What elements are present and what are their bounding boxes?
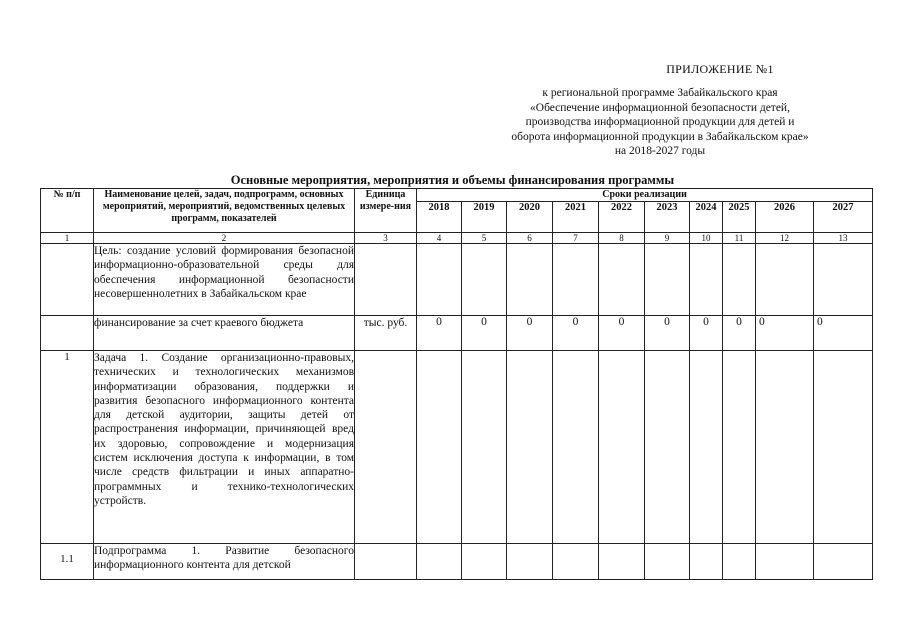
row-value [814, 244, 873, 316]
row-unit [355, 244, 417, 316]
row-value: 0 [507, 316, 553, 351]
header-year: 2022 [599, 202, 645, 233]
row-value [690, 544, 723, 580]
column-number: 1 [41, 233, 94, 244]
row-unit [355, 351, 417, 544]
appendix-number: ПРИЛОЖЕНИЕ №1 [666, 62, 774, 76]
row-value: 0 [814, 316, 873, 351]
row-value [553, 351, 599, 544]
row-num [41, 244, 94, 316]
row-name: финансирование за счет краевого бюджета [94, 316, 355, 351]
row-value [507, 244, 553, 316]
header-year: 2025 [723, 202, 756, 233]
row-value [553, 544, 599, 580]
column-number: 11 [723, 233, 756, 244]
row-value [814, 351, 873, 544]
row-value [507, 351, 553, 544]
header-name: Наименование целей, задач, подпрограмм, основных мероприятий, мероприятий, ведомственных целевых программ, показателей [94, 189, 355, 233]
row-value: 0 [690, 316, 723, 351]
row-value [723, 244, 756, 316]
header-year: 2020 [507, 202, 553, 233]
row-value [599, 351, 645, 544]
row-value [462, 351, 507, 544]
header-period: Сроки реализации [417, 189, 873, 202]
row-value [645, 544, 690, 580]
row-value [599, 244, 645, 316]
row-value [462, 544, 507, 580]
row-value [417, 351, 462, 544]
row-num: 1 [41, 351, 94, 544]
row-value [599, 544, 645, 580]
row-value [645, 244, 690, 316]
row-unit: тыс. руб. [355, 316, 417, 351]
column-number: 10 [690, 233, 723, 244]
row-value [756, 244, 814, 316]
row-value [690, 351, 723, 544]
table-title: Основные мероприятия, мероприятия и объемы финансирования программы [230, 173, 675, 187]
row-value [553, 244, 599, 316]
row-value [690, 244, 723, 316]
row-unit [355, 544, 417, 580]
table-row [41, 244, 873, 316]
column-number: 9 [645, 233, 690, 244]
appendix-line: на 2018-2027 годы [614, 145, 706, 158]
header-year: 2026 [756, 202, 814, 233]
row-num: 1.1 [41, 544, 94, 580]
header-num: № п/п [41, 189, 94, 233]
table-row [41, 351, 873, 544]
row-value: 0 [553, 316, 599, 351]
row-value: 0 [462, 316, 507, 351]
table-row [41, 316, 873, 351]
column-number: 2 [94, 233, 355, 244]
header-year: 2021 [553, 202, 599, 233]
header-year: 2024 [690, 202, 723, 233]
row-name: Задача 1. Создание организационно-правовых, технических и технологических механизмов информатизации образования, поддержки и развития безопасного информационного контента для детской аудитории, защиты детей от распространения информации, причиняющей вред их здоровью, сопровождение и модернизация систем исключения доступа к информации, в том числе средств фильтрации и иных аппаратно-программных и технико-технологических устройств. [94, 351, 355, 544]
row-value [814, 544, 873, 580]
appendix-line: производства информационной продукции для детей и [525, 116, 795, 129]
row-value [723, 544, 756, 580]
column-number: 12 [756, 233, 814, 244]
column-number: 4 [417, 233, 462, 244]
row-num [41, 316, 94, 351]
header-year: 2019 [462, 202, 507, 233]
row-value: 0 [417, 316, 462, 351]
column-number: 5 [462, 233, 507, 244]
appendix-line: к региональной программе Забайкальского края [542, 87, 778, 99]
row-value [645, 351, 690, 544]
column-number-row [41, 233, 873, 244]
appendix-line: «Обеспечение информационной безопасности детей, [530, 101, 790, 114]
appendix-line: оборота информационной продукции в Забайкальском крае» [511, 130, 809, 143]
column-number: 8 [599, 233, 645, 244]
row-value: 0 [599, 316, 645, 351]
row-value [756, 544, 814, 580]
header-year: 2018 [417, 202, 462, 233]
table-row [41, 544, 873, 580]
appendix-block [470, 62, 850, 159]
row-value: 0 [723, 316, 756, 351]
row-value [507, 544, 553, 580]
row-value: 0 [756, 316, 814, 351]
row-value [417, 544, 462, 580]
column-number: 13 [814, 233, 873, 244]
row-value [417, 244, 462, 316]
column-number: 3 [355, 233, 417, 244]
row-value [462, 244, 507, 316]
row-name: Подпрограмма 1. Развитие безопасного информационного контента для детской [94, 544, 355, 580]
header-unit: Единица измере-ния [355, 189, 417, 233]
row-value: 0 [645, 316, 690, 351]
header-year: 2027 [814, 202, 873, 233]
row-value [756, 351, 814, 544]
row-value [723, 351, 756, 544]
column-number: 7 [553, 233, 599, 244]
column-number: 6 [507, 233, 553, 244]
header-year: 2023 [645, 202, 690, 233]
row-name: Цель: создание условий формирования безопасной информационно-образовательной среды для обеспечения информационной безопасности несовершеннолетних в Забайкальском крае [94, 244, 355, 316]
funding-table [40, 188, 873, 580]
